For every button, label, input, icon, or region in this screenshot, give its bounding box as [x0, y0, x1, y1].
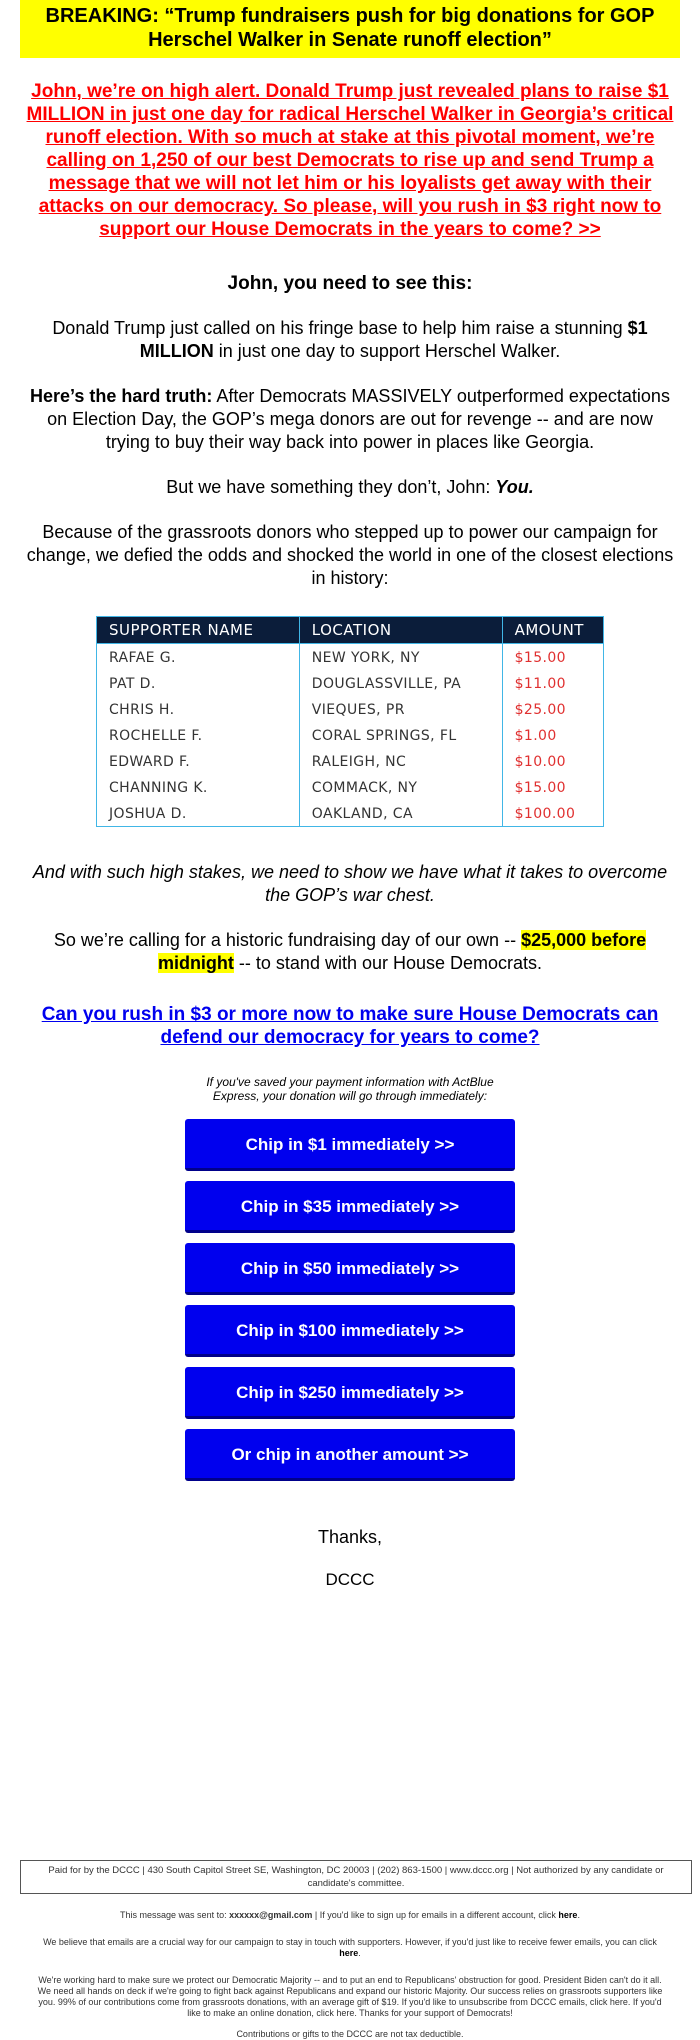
supporter-name: RAFAE G.	[97, 644, 300, 671]
supporter-location: CORAL SPRINGS, FL	[299, 722, 502, 748]
supporter-amount: $15.00	[502, 774, 603, 800]
supporter-location: RALEIGH, NC	[299, 748, 502, 774]
chip-in-100-button[interactable]: Chip in $100 immediately >>	[185, 1305, 515, 1357]
email-body	[20, 0, 680, 2040]
paragraph-you: But we have something they don’t, John: You.	[166, 477, 534, 497]
paragraph-goal: So we’re calling for a historic fundraising day of our own -- $25,000 before midnight -- to stand with our House Democrats.	[53, 930, 647, 973]
change-account-link[interactable]: here	[558, 1910, 578, 1920]
supporter-location: COMMACK, NY	[299, 774, 502, 800]
chip-in-250-button[interactable]: Chip in $250 immediately >>	[185, 1367, 515, 1419]
table-row	[97, 800, 604, 827]
supporter-name: JOSHUA D.	[97, 800, 300, 827]
table-row	[97, 644, 604, 671]
goal-highlight: $25,000 before midnight	[157, 930, 647, 973]
supporter-name: CHRIS H.	[97, 696, 300, 722]
paid-for-disclaimer: Paid for by the DCCC | 430 South Capitol Street SE, Washington, DC 20003 | (202) 863-1500 | www.dccc.org | Not authorized by any candidate or candidate's committee.	[20, 1860, 692, 1894]
chip-in-50-button[interactable]: Chip in $50 immediately >>	[185, 1243, 515, 1295]
supporter-amount: $10.00	[502, 748, 603, 774]
chip-in-35-button[interactable]: Chip in $35 immediately >>	[185, 1181, 515, 1233]
supporter-location: VIEQUES, PR	[299, 696, 502, 722]
breaking-headline: BREAKING: “Trump fundraisers push for big donations for GOP Herschel Walker in Senate runoff election”	[20, 0, 680, 58]
footer-fewer-emails: We believe that emails are a crucial way for our campaign to stay in touch with supporters. However, if you'd just like to receive fewer emails, you can click here.	[43, 1937, 657, 1958]
supporter-name: EDWARD F.	[97, 748, 300, 774]
supporter-amount: $15.00	[502, 644, 603, 671]
table-row	[97, 774, 604, 800]
footer-sent-to: This message was sent to: xxxxxx@gmail.com | If you'd like to sign up for emails in a different account, click here.	[120, 1910, 580, 1920]
supporter-amount: $25.00	[502, 696, 603, 722]
actblue-note: If you've saved your payment information with ActBlue Express, your donation will go through immediately:	[206, 1075, 494, 1103]
signature: DCCC	[325, 1570, 375, 1589]
supporter-location: NEW YORK, NY	[299, 644, 502, 671]
table-row	[97, 748, 604, 774]
header-location: LOCATION	[299, 617, 502, 644]
supporter-amount: $11.00	[502, 670, 603, 696]
paragraph-grassroots: Because of the grassroots donors who stepped up to power our campaign for change, we defied the odds and shocked the world in one of the closest elections in history:	[26, 522, 674, 588]
chip-in-other-amount-button[interactable]: Or chip in another amount >>	[185, 1429, 515, 1481]
supporter-name: PAT D.	[97, 670, 300, 696]
supporter-amount: $100.00	[502, 800, 603, 827]
header-supporter-name: SUPPORTER NAME	[97, 617, 300, 644]
fewer-emails-link[interactable]: here	[339, 1948, 359, 1958]
thanks-text: Thanks,	[317, 1527, 383, 1547]
table-row	[97, 696, 604, 722]
table-row	[97, 722, 604, 748]
supporter-location: DOUGLASSVILLE, PA	[299, 670, 502, 696]
recipient-email: xxxxxx@gmail.com	[229, 1910, 313, 1920]
footer-tax-note: Contributions or gifts to the DCCC are not tax deductible.	[236, 2029, 464, 2039]
million-amount: $1 MILLION	[139, 318, 648, 361]
supporter-location: OAKLAND, CA	[299, 800, 502, 827]
footer-working-hard: We're working hard to make sure we protect our Democratic Majority -- and to put an end to Republicans' obstruction for good. President Biden can't do it all. We need all hands on deck if we're going to fight back against Republicans and expand our historic Majority. Our success relies on grassroots supporters like you. 99% of our contributions come from grassroots donations, with an average gift of $19. If you'd like to unsubscribe from DCCC emails, click here. If you'd like to make an online donation, click here. Thanks for your support of Democrats!	[37, 1975, 663, 2018]
paragraph-hard-truth: Here’s the hard truth: After Democrats MASSIVELY outperformed expectations on Election Day, the GOP’s mega donors are out for revenge -- and are now trying to buy their way back into power in places like Georgia.	[30, 386, 670, 452]
subheading: John, you need to see this:	[227, 273, 473, 294]
chip-in-1-button[interactable]: Chip in $1 immediately >>	[185, 1119, 515, 1171]
header-amount: AMOUNT	[502, 617, 603, 644]
alert-donate-link[interactable]: John, we’re on high alert. Donald Trump just revealed plans to raise $1 MILLION in just one day for radical Herschel Walker in Georgia’s critical runoff election. With so much at stake at this pivotal moment, we’re calling on 1,250 of our best Democrats to rise up and send Trump a message that we will not let him or his loyalists get away with their attacks on our democracy. So please, will you rush in $3 right now to support our House Democrats in the years to come? >>	[26, 81, 674, 240]
supporter-name: ROCHELLE F.	[97, 722, 300, 748]
you-emphasis: You.	[495, 477, 534, 497]
table-row	[97, 670, 604, 696]
paragraph-high-stakes: And with such high stakes, we need to show we have what it takes to overcome the GOP’s war chest.	[32, 862, 668, 905]
cta-donate-link[interactable]: Can you rush in $3 or more now to make sure House Democrats can defend our democracy for years to come?	[41, 1004, 659, 1048]
paragraph-million: Donald Trump just called on his fringe base to help him raise a stunning $1 MILLION in just one day to support Herschel Walker.	[52, 318, 648, 361]
supporters-table	[96, 616, 604, 827]
supporter-name: CHANNING K.	[97, 774, 300, 800]
supporter-amount: $1.00	[502, 722, 603, 748]
